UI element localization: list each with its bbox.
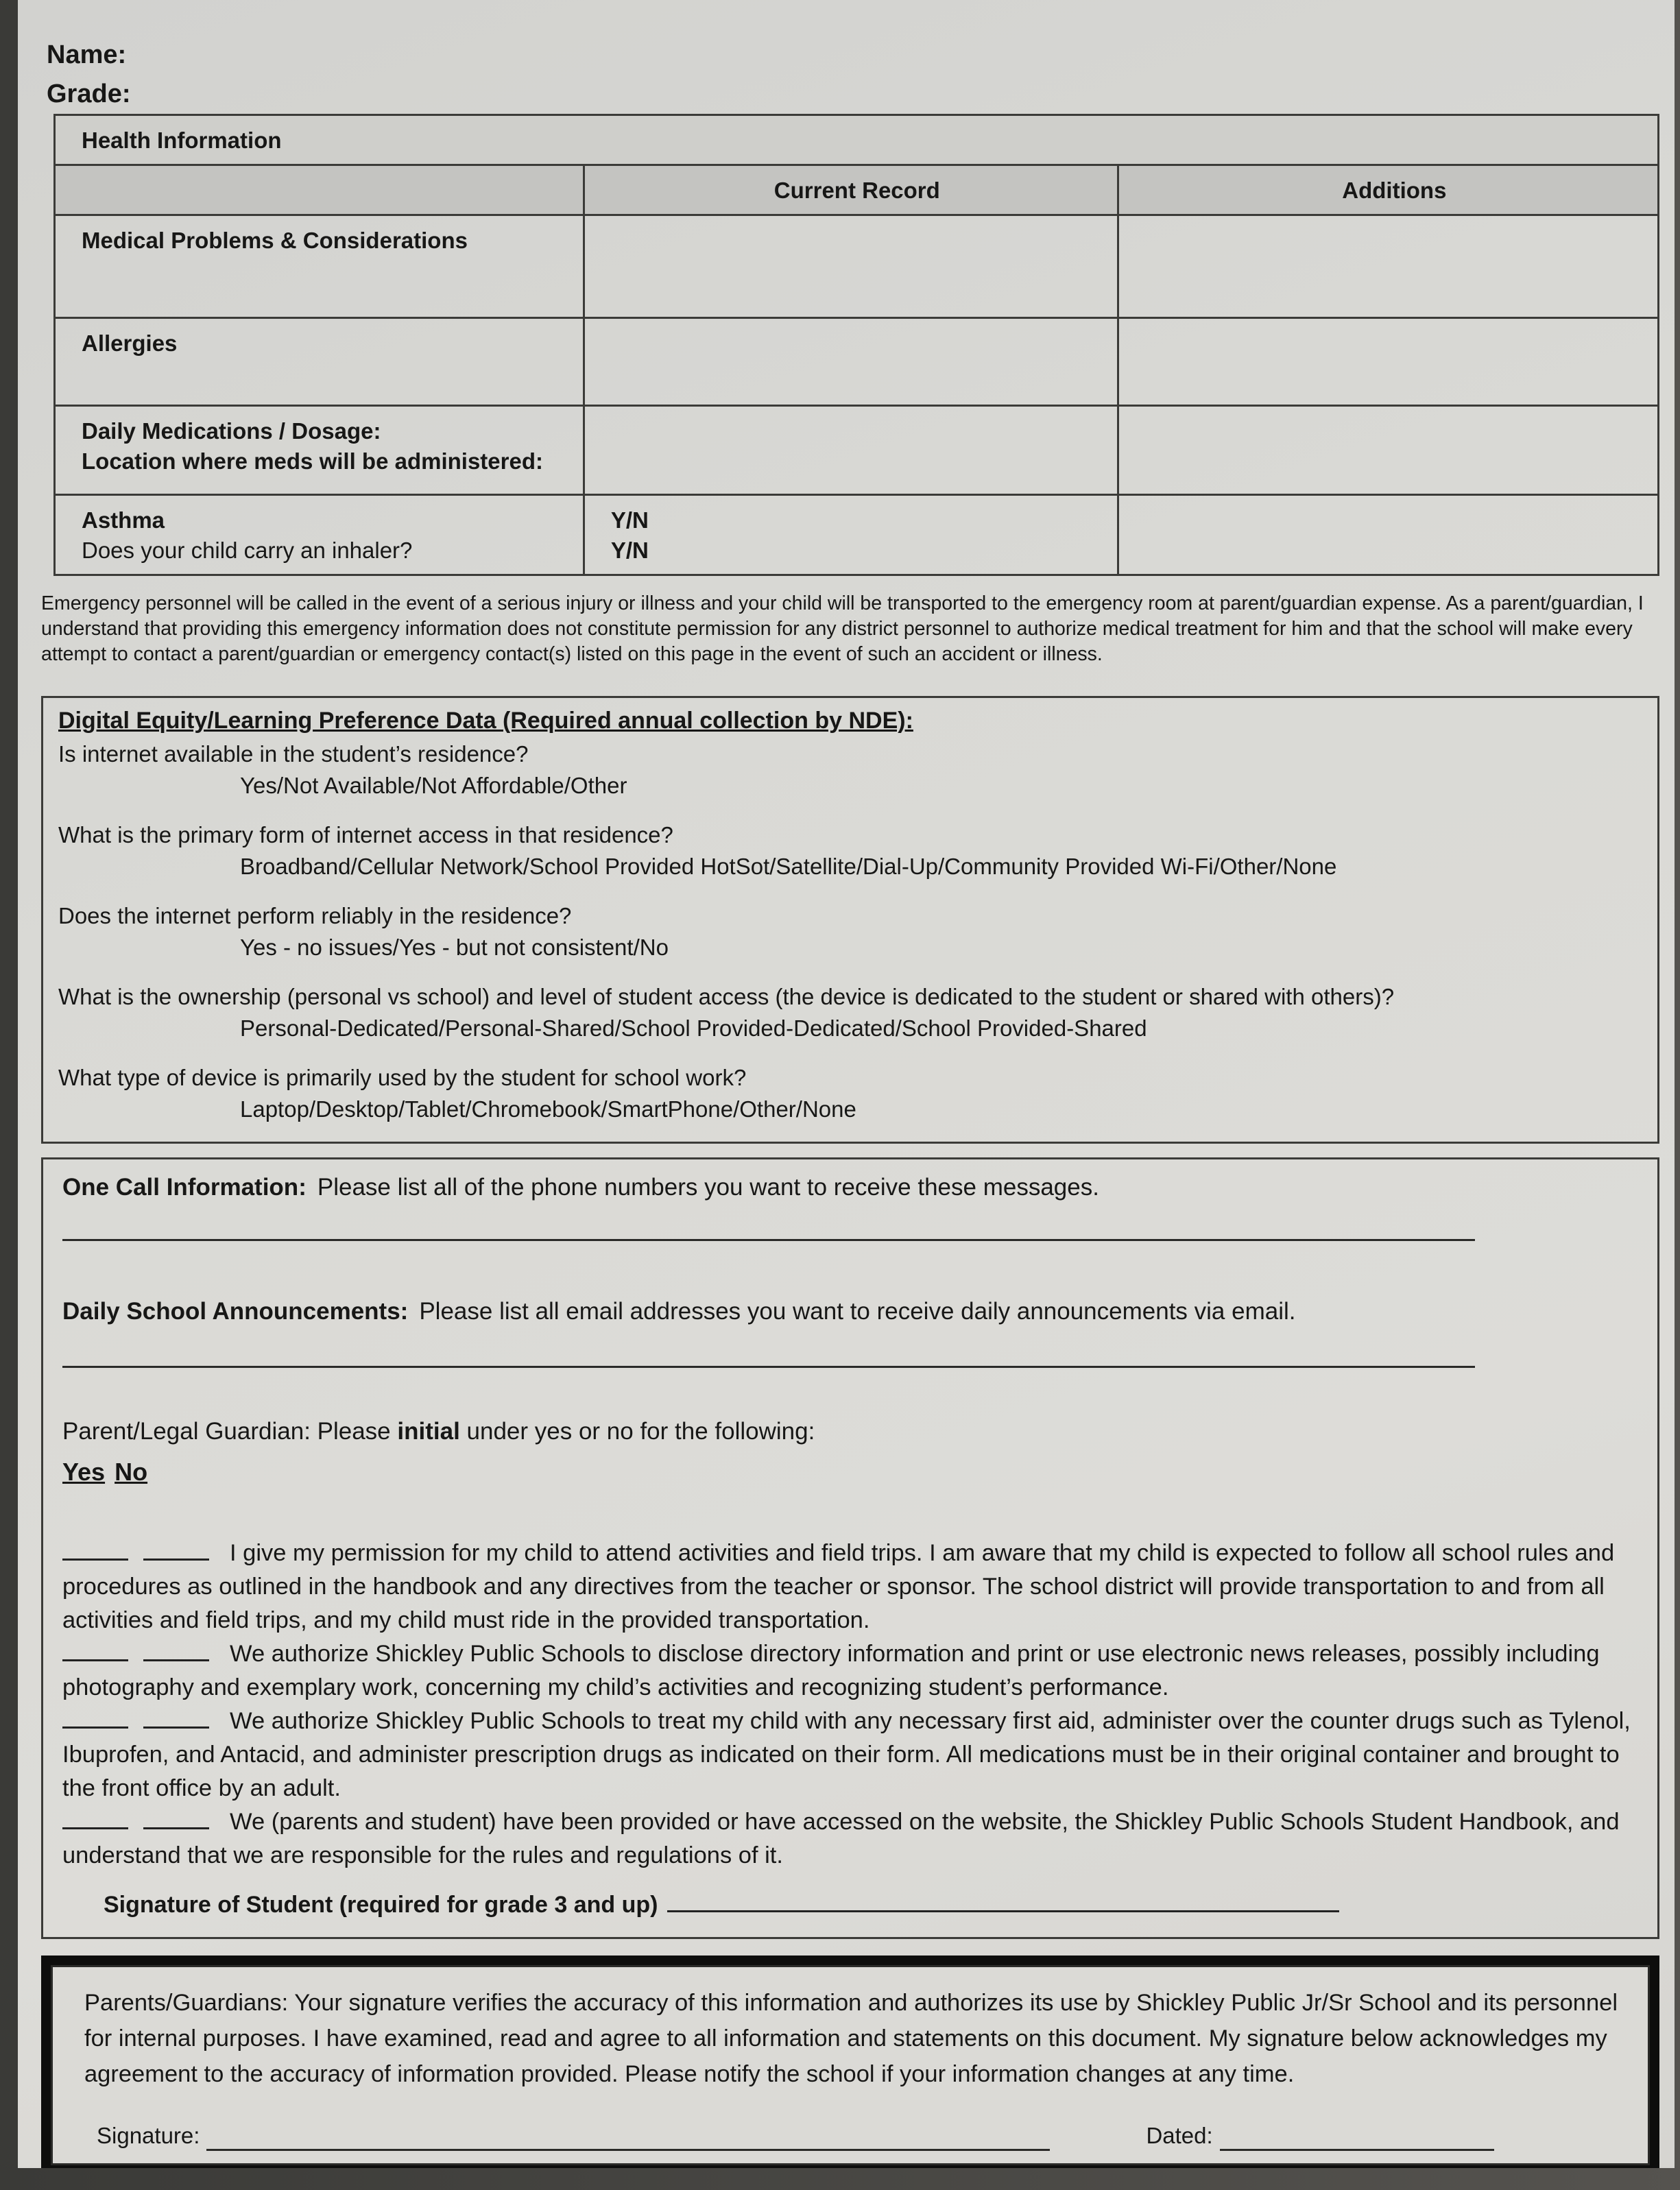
medications-label-line1: Daily Medications / Dosage: [82,418,381,444]
permission-text: We authorize Shickley Public Schools to treat my child with any necessary first aid, administer over the counter drugs such as Tylenol, Ibuprofen, and Antacid, and administer prescription drugs as indicated on their form. All medications must be in their original container and brought to the front office by an adult. [62,1708,1631,1801]
question-text: Does the internet perform reliably in the residence? [58,903,572,928]
guardian-intro-prefix: Parent/Legal Guardian: Please [62,1418,398,1445]
table-row [55,215,1659,318]
table-row [55,165,1659,215]
digital-equity-question [58,900,1641,963]
table-row [55,115,1659,165]
asthma-yn-choice[interactable]: Y/N [610,507,649,533]
announcements-instruction: Please list all email addresses you want to receive daily announcements via email. [419,1298,1296,1325]
permissions-list [62,1537,1637,1873]
student-signature-label: Signature of Student (required for grade 3 and up) [104,1892,658,1918]
question-text: Is internet available in the student’s residence? [58,741,529,767]
digital-equity-question [58,981,1641,1044]
table-row [55,406,1659,495]
guardian-intro [62,1416,1637,1447]
one-call-label: One Call Information: [62,1174,307,1201]
student-signature-line[interactable] [667,1892,1339,1912]
digital-equity-question [58,738,1641,802]
asthma-label [55,495,584,575]
medical-additions-field[interactable] [1118,215,1658,318]
signature-box-text: Parents/Guardians: Your signature verifies the accuracy of this information and authorizes its use by Shickley Public Jr/Sr School and its personnel for internal purposes. I have examined, read and agree to all information and statements on this document. My signature below acknowledges my agreement to the accuracy of information provided. Please notify the school if your information changes at any time. [84,1990,1618,2087]
initial-blank-yes[interactable] [62,1537,128,1561]
signature-row [84,2121,1620,2151]
announcements-label: Daily School Announcements: [62,1298,409,1325]
digital-equity-question [58,819,1641,882]
one-call-heading [62,1172,1637,1203]
guardian-intro-initial: initial [397,1418,460,1445]
asthma-additions-field[interactable] [1118,495,1658,575]
table-row [55,318,1659,406]
question-options[interactable]: Broadband/Cellular Network/School Provided HotSot/Satellite/Dial-Up/Community Provided Wi-Fi/Other/None [240,854,1337,879]
question-options[interactable]: Laptop/Desktop/Tablet/Chromebook/SmartPhone/Other/None [240,1096,856,1122]
question-text: What is the ownership (personal vs school) and level of student access (the device is dedicated to the student or shared with others)? [58,984,1395,1009]
parent-signature-box-inner [51,1965,1650,2165]
initial-blank-no[interactable] [143,1638,209,1661]
signature-label: Signature: [97,2123,200,2148]
permission-item [62,1805,1637,1873]
announcements-heading [62,1296,1637,1327]
initial-blank-yes[interactable] [62,1806,128,1829]
col-header-blank [55,165,584,215]
grade-label: Grade: [47,80,131,108]
emergency-note: Emergency personnel will be called in the event of a serious injury or illness and your child will be transported to the emergency room at parent/guardian expense. As a parent/guardian, I understand that providing this emergency information does not constitute permission for any district personnel to authorize medical treatment for him and that the school will make every attempt to contact a parent/guardian or emergency contact(s) listed on this page in the event of such an accident or illness. [41,592,1644,665]
initial-blank-no[interactable] [143,1705,209,1729]
initial-blank-yes[interactable] [62,1638,128,1661]
student-signature-row [104,1889,1637,1921]
digital-equity-heading: Digital Equity/Learning Preference Data (Required annual collection by NDE): [58,708,913,734]
asthma-yn-field[interactable] [584,495,1118,575]
question-options[interactable]: Personal-Dedicated/Personal-Shared/School Provided-Dedicated/School Provided-Shared [240,1015,1147,1041]
permission-item [62,1637,1637,1705]
health-table-title: Health Information [55,115,1659,165]
parent-signature-box [41,1956,1659,2168]
medications-additions-field[interactable] [1118,406,1658,495]
asthma-label-line1: Asthma [82,507,165,533]
one-call-instruction: Please list all of the phone numbers you want to receive these messages. [317,1174,1099,1201]
medications-label [55,406,584,495]
allergies-label: Allergies [55,318,584,406]
question-options[interactable]: Yes - no issues/Yes - but not consistent/No [240,935,669,960]
col-header-current-record: Current Record [584,165,1118,215]
table-row [55,495,1659,575]
permission-item [62,1705,1637,1805]
medications-label-line2: Location where meds will be administered: [82,448,543,474]
medical-problems-label: Medical Problems & Considerations [55,215,584,318]
no-label: No [115,1458,148,1486]
initial-blank-no[interactable] [143,1806,209,1829]
question-options[interactable]: Yes/Not Available/Not Affordable/Other [240,773,627,798]
yes-label: Yes [62,1458,106,1486]
yes-no-header [62,1456,1637,1489]
permission-text: I give my permission for my child to attend activities and field trips. I am aware that my child is expected to follow all school rules and procedures as outlined in the handbook and any directives from the teacher or sponsor. The school district will provide transportation to and from all activities and field trips, and my child must ride in the provided transportation. [62,1540,1615,1633]
form-page [18,0,1675,2168]
allergies-additions-field[interactable] [1118,318,1658,406]
dated-label: Dated: [1146,2123,1213,2148]
email-addresses-line[interactable] [62,1366,1475,1368]
initial-blank-yes[interactable] [62,1705,128,1729]
name-label: Name: [47,40,127,69]
signature-line[interactable] [206,2126,1050,2151]
allergies-current-field[interactable] [584,318,1118,406]
permission-text: We authorize Shickley Public Schools to disclose directory information and print or use electronic news releases, possibly including photography and exemplary work, concerning my child’s activities and recognizing student’s performance. [62,1641,1600,1700]
question-text: What type of device is primarily used by the student for school work? [58,1065,747,1090]
dated-group [1146,2121,1493,2151]
initial-blank-no[interactable] [143,1537,209,1561]
permission-item [62,1537,1637,1637]
digital-equity-section [41,696,1659,1144]
digital-equity-question [58,1062,1641,1125]
name-grade-block [41,36,1659,114]
health-information-table [53,114,1659,576]
inhaler-yn-choice[interactable]: Y/N [610,538,649,563]
question-text: What is the primary form of internet access in that residence? [58,822,673,847]
medications-current-field[interactable] [584,406,1118,495]
guardian-intro-suffix: under yes or no for the following: [459,1418,815,1445]
col-header-additions: Additions [1118,165,1658,215]
dated-line[interactable] [1220,2126,1494,2151]
asthma-label-line2: Does your child carry an inhaler? [82,538,413,563]
phone-numbers-line[interactable] [62,1239,1475,1241]
permission-text: We (parents and student) have been provided or have accessed on the website, the Shickley Public Schools Student Handbook, and understand that we are responsible for the rules and regulations of it. [62,1809,1620,1868]
contact-and-permissions-section [41,1157,1659,1939]
medical-current-field[interactable] [584,215,1118,318]
